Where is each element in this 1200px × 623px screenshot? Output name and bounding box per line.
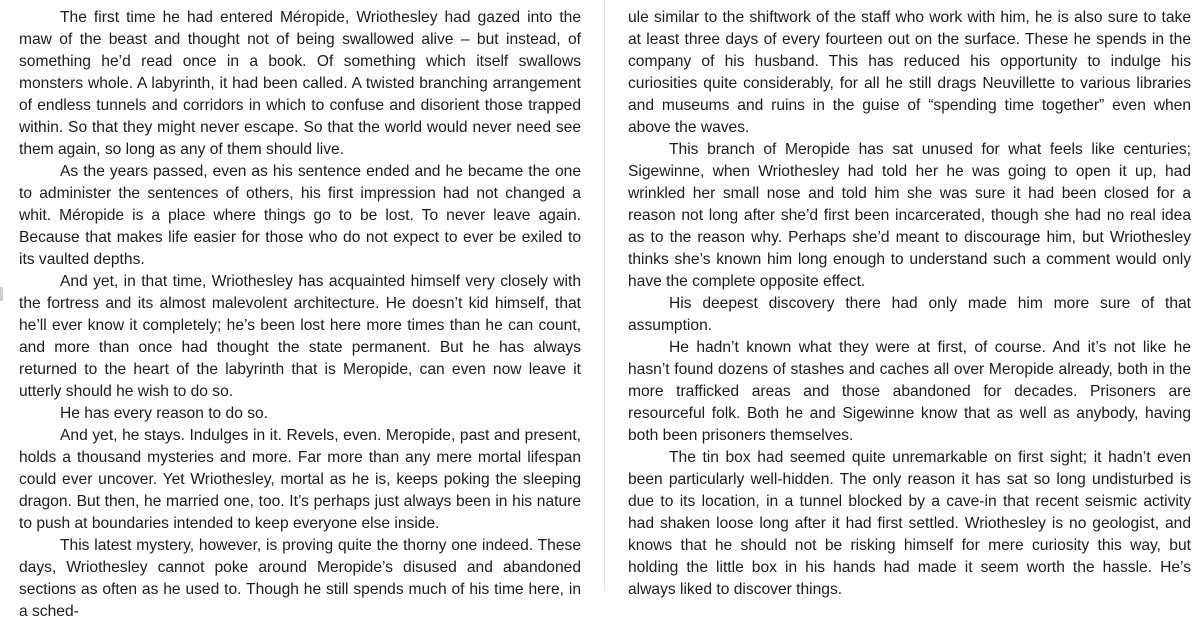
paragraph-continuation: ule similar to the shiftwork of the staff who work with him, he is also sure to take at least three days of every fourteen out on the surface. These he spends in the company of his husband. This has reduced his opportunity to indulge his curiosities quite considerably, for all he still drags Neuvillette to various libraries and museums and ruins in the guise of “spending time together” even when above the waves. (628, 9, 1191, 136)
paragraph: His deepest discovery there had only made him more sure of that assumption. (628, 295, 1191, 334)
paragraph: As the years passed, even as his sentence ended and he became the one to administer the sentences of others, his first impression had not changed a whit. Méropide is a place where things go to be lost. To never leave again. Because that makes life easier for those who do not expect to ever be exiled to its vaulted depths. (19, 163, 581, 268)
paragraph: And yet, he stays. Indulges in it. Revels, even. Meropide, past and present, holds a thousand mysteries and more. Far more than any mere mortal lifespan could ever uncover. Yet Wriothesley, mortal as he is, keeps poking the sleeping dragon. But then, he married one, too. It’s perhaps just always been in his nature to push at boundaries intended to keep everyone else inside. (19, 427, 581, 532)
paragraph: The first time he had entered Méropide, Wriothesley had gazed into the maw of the beast and thought not of being swallowed alive – but instead, of something he’d read once in a book. Of something which itself swallows monsters whole. A labyrinth, it had been called. A twisted branching arrangement of endless tunnels and corridors in which to confuse and disorient those trapped within. So that they might never escape. So that the world would never need see them again, so long as any of them should live. (19, 9, 581, 158)
paragraph: This latest mystery, however, is proving quite the thorny one indeed. These days, Wriothesley cannot poke around Meropide’s disused and abandoned sections as often as he used to. Though he still spends much of his time here, in a sched- (19, 537, 581, 620)
right-page (609, 0, 1200, 598)
page-divider (604, 0, 605, 591)
paragraph: The tin box had seemed quite unremarkable on first sight; it hadn’t even been particularly well-hidden. The only reason it has sat so long undisturbed is due to its location, in a tunnel blocked by a cave-in that recent seismic activity had shaken loose long after it had first settled. Wriothesley is no geologist, and knows that he should not be risking himself for mere curiosity this way, but holding the little box in his hands had made it seem worth the hassle. He’s always liked to discover things. (628, 449, 1191, 598)
paragraph: He has every reason to do so. (60, 405, 269, 422)
paragraph: This branch of Meropide has sat unused for what feels like centuries; Sigewinne, when Wriothesley had told her he was going to open it up, had wrinkled her small nose and told him she was sure it had been closed for a reason not long after she’d first been incarcerated, though she had no real idea as to the reason why. Perhaps she’d meant to discourage him, but Wriothesley thinks she’s known him long enough to understand such a comment would only have the complete opposite effect. (628, 141, 1191, 290)
paragraph: And yet, in that time, Wriothesley has acquainted himself very closely with the fortress and its almost malevolent architecture. He doesn’t kid himself, that he’ll ever know it completely; he’s been lost here more times than he can count, and more than once had thought the state permanent. But he has always returned to the heart of the labyrinth that is Meropide, can even now leave it utterly should he wish to do so. (19, 273, 581, 400)
paragraph: He hadn’t known what they were at first, of course. And it’s not like he hasn’t found dozens of stashes and caches all over Meropide already, both in the more trafficked areas and those abandoned for decades. Prisoners are resourceful folk. Both he and Sigewinne know that as well as anybody, having both been prisoners themselves. (628, 339, 1191, 444)
left-page (0, 0, 600, 620)
